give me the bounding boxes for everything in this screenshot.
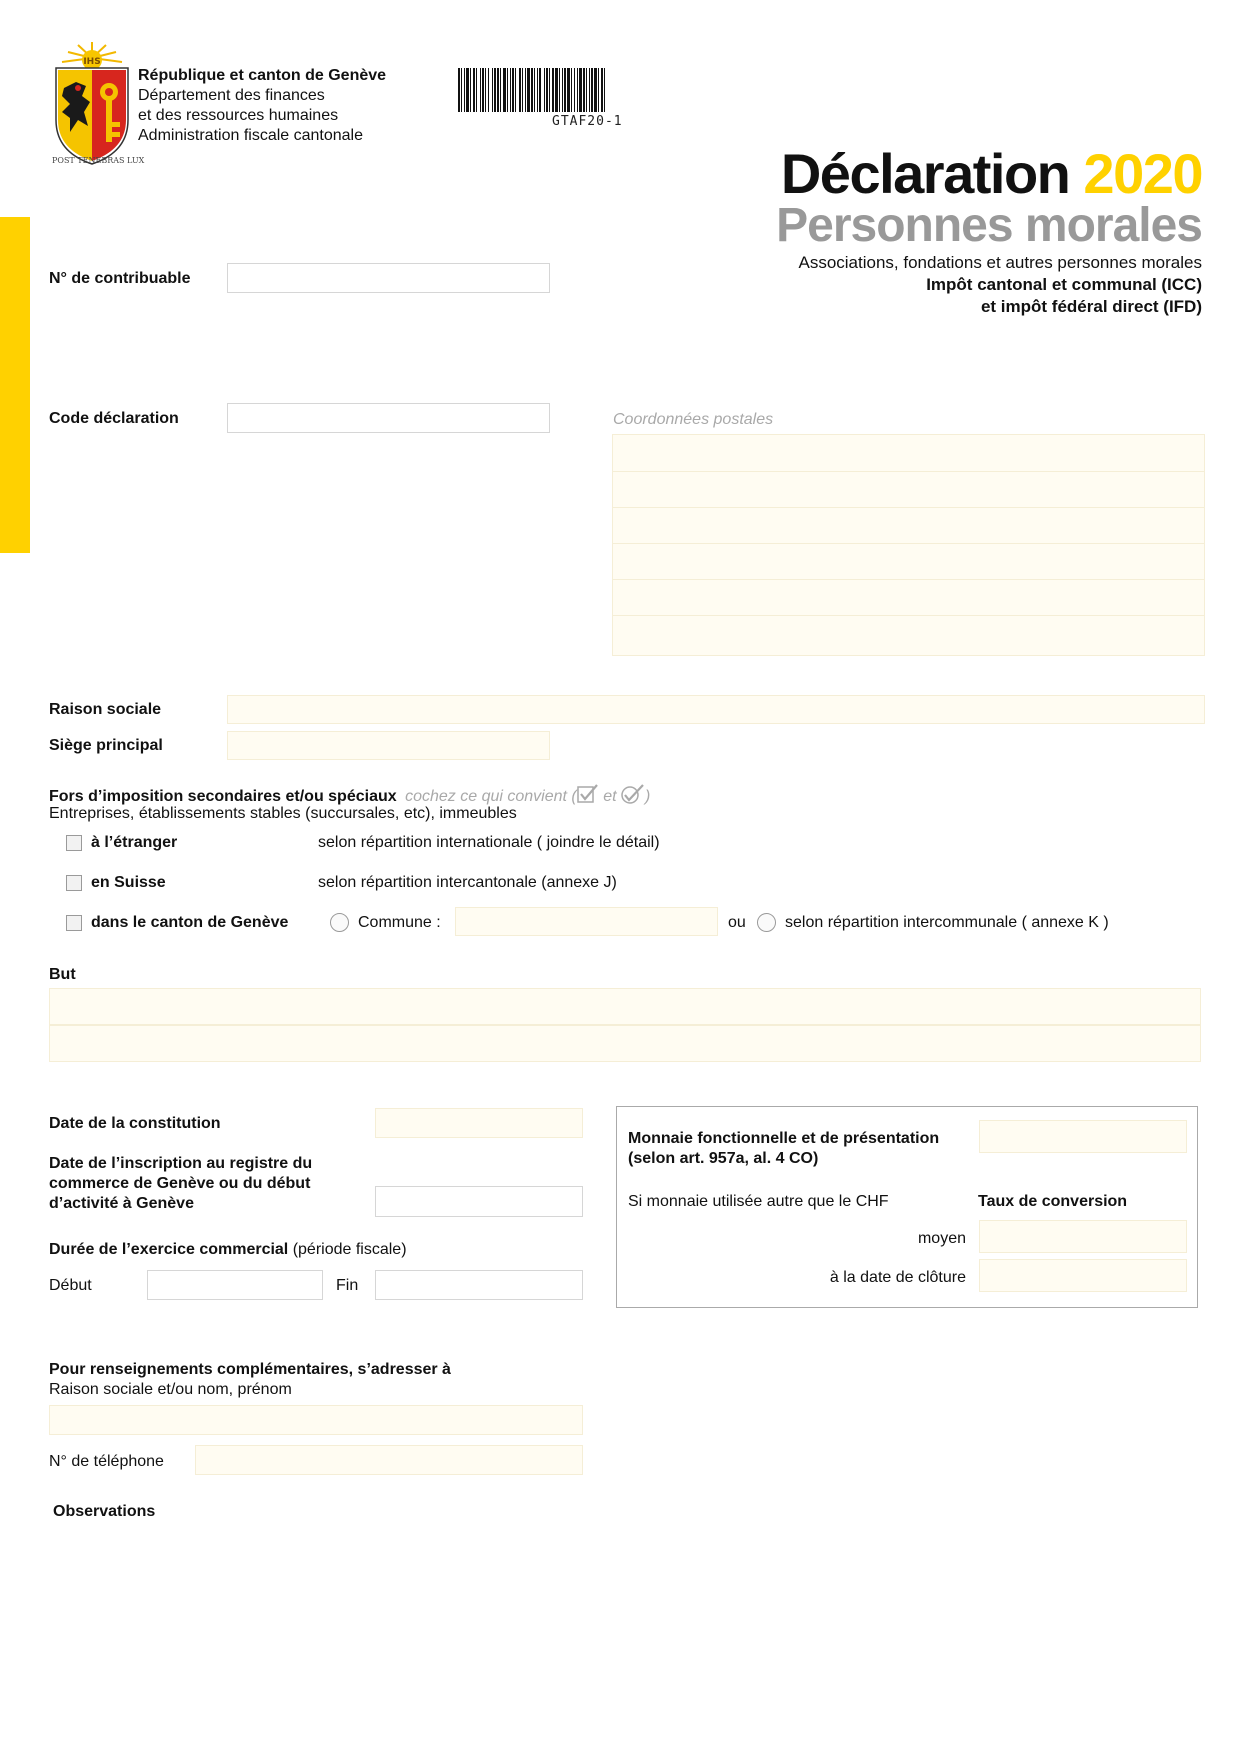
subtitle-entities: Associations, fondations et autres personnes morales bbox=[798, 253, 1202, 272]
barcode-bar bbox=[589, 68, 590, 112]
barcode-bar bbox=[562, 68, 563, 112]
closing-rate-label: à la date de clôture bbox=[829, 1269, 966, 1286]
authority-administration: Administration fiscale cantonale bbox=[138, 127, 364, 144]
intercommunal-radio[interactable] bbox=[757, 913, 776, 932]
commune-field[interactable] bbox=[455, 907, 718, 936]
contact-subtitle: Raison sociale et/ou nom, prénom bbox=[49, 1381, 292, 1398]
authority-department-line2: et des ressources humaines bbox=[138, 107, 339, 124]
company-name-field[interactable] bbox=[227, 695, 1205, 724]
average-rate-field[interactable] bbox=[979, 1220, 1187, 1253]
functional-currency-field[interactable] bbox=[979, 1120, 1187, 1153]
barcode-bar bbox=[544, 68, 545, 112]
barcode-text: GTAF20-1 bbox=[552, 114, 623, 129]
period-start-field[interactable] bbox=[147, 1270, 323, 1300]
barcode-bar bbox=[482, 68, 484, 112]
barcode-bar bbox=[515, 68, 516, 112]
fors-hint-et: et bbox=[603, 788, 617, 805]
currency-title-line1: Monnaie fonctionnelle et de présentation bbox=[628, 1130, 940, 1147]
commune-radio[interactable] bbox=[330, 913, 349, 932]
fiscal-period-label: Durée de l’exercice commercial bbox=[49, 1241, 289, 1258]
postal-line-divider bbox=[613, 507, 1204, 508]
declaration-code-label: Code déclaration bbox=[49, 410, 179, 427]
barcode-bar bbox=[458, 68, 460, 112]
barcode-bar bbox=[476, 68, 477, 112]
registry-date-label-line1: Date de l’inscription au registre du bbox=[49, 1155, 313, 1172]
conversion-rate-label: Taux de conversion bbox=[978, 1193, 1128, 1210]
intercommunal-label: selon répartition intercommunale ( annexe K ) bbox=[785, 914, 1109, 931]
purpose-field-line1[interactable] bbox=[49, 988, 1201, 1025]
side-accent-bar bbox=[0, 217, 30, 553]
title-word: Déclaration bbox=[780, 142, 1070, 205]
barcode-bar bbox=[546, 68, 548, 112]
phone-label: N° de téléphone bbox=[49, 1453, 164, 1470]
checked-radio-icon bbox=[621, 784, 645, 804]
other-currency-label: Si monnaie utilisée autre que le CHF bbox=[628, 1193, 889, 1210]
registry-date-label-line2: commerce de Genève ou du début bbox=[49, 1175, 311, 1192]
fors-hint-end: ) bbox=[645, 788, 651, 805]
period-end-label: Fin bbox=[336, 1277, 359, 1294]
barcode-bar bbox=[512, 68, 514, 112]
main-seat-label: Siège principal bbox=[49, 737, 163, 754]
switzerland-checkbox[interactable] bbox=[66, 875, 82, 891]
geneva-crest-logo bbox=[48, 40, 136, 170]
barcode-bar bbox=[555, 68, 558, 112]
subtitle-icc: Impôt cantonal et communal (ICC) bbox=[926, 275, 1202, 294]
page-subtitle: Personnes morales bbox=[776, 199, 1202, 252]
postal-address-hint: Coordonnées postales bbox=[613, 411, 774, 428]
currency-title-line2: (selon art. 957a, al. 4 CO) bbox=[628, 1150, 819, 1167]
barcode-bar bbox=[466, 68, 469, 112]
fiscal-period-heading bbox=[49, 1241, 407, 1259]
barcode-bar bbox=[579, 68, 582, 112]
barcode-bar bbox=[549, 68, 550, 112]
barcode-bar bbox=[519, 68, 521, 112]
subtitle-ifd: et impôt fédéral direct (IFD) bbox=[980, 297, 1202, 316]
barcode-bar bbox=[480, 68, 481, 112]
crest-motto: POST TENEBRAS LUX bbox=[52, 156, 145, 165]
barcode-bar bbox=[571, 68, 572, 112]
title-year: 2020 bbox=[1083, 142, 1202, 205]
barcode-bar bbox=[539, 68, 541, 112]
barcode-bar bbox=[507, 68, 508, 112]
or-label: ou bbox=[728, 914, 746, 931]
constitution-date-field[interactable] bbox=[375, 1108, 583, 1138]
barcode-bar bbox=[492, 68, 493, 112]
postal-line-divider bbox=[613, 471, 1204, 472]
purpose-label: But bbox=[49, 966, 76, 983]
barcode-bar bbox=[531, 68, 533, 112]
company-name-label: Raison sociale bbox=[49, 701, 162, 718]
taxpayer-number-field[interactable] bbox=[227, 263, 550, 293]
barcode-bar bbox=[522, 68, 523, 112]
abroad-description: selon répartition internationale ( joindre le détail) bbox=[318, 834, 660, 851]
switzerland-label: en Suisse bbox=[91, 874, 166, 891]
barcode-bar bbox=[564, 68, 566, 112]
registry-date-label-line3: d’activité à Genève bbox=[49, 1195, 194, 1212]
average-rate-label: moyen bbox=[917, 1230, 966, 1247]
barcode-bar bbox=[598, 68, 599, 112]
barcode-bar bbox=[527, 68, 530, 112]
barcode-bar bbox=[594, 68, 597, 112]
barcode-bar bbox=[510, 68, 511, 112]
period-start-label: Début bbox=[49, 1277, 92, 1294]
barcode-bar bbox=[525, 68, 526, 112]
barcode-bar bbox=[586, 68, 587, 112]
barcode-bar bbox=[473, 68, 475, 112]
postal-address-box[interactable] bbox=[612, 434, 1205, 656]
abroad-checkbox[interactable] bbox=[66, 835, 82, 851]
switzerland-description: selon répartition intercantonale (annexe J) bbox=[318, 874, 617, 891]
barcode-bar bbox=[461, 68, 462, 112]
geneva-canton-checkbox[interactable] bbox=[66, 915, 82, 931]
barcode-bar bbox=[464, 68, 465, 112]
constitution-date-label: Date de la constitution bbox=[49, 1115, 221, 1132]
contact-name-field[interactable] bbox=[49, 1405, 583, 1435]
commune-label: Commune : bbox=[358, 914, 441, 931]
geneva-canton-label: dans le canton de Genève bbox=[91, 914, 289, 931]
barcode-bar bbox=[537, 68, 538, 112]
fors-title: Fors d’imposition secondaires et/ou spéciaux bbox=[49, 788, 397, 805]
fiscal-period-note: (période fiscale) bbox=[292, 1241, 407, 1258]
barcode-bar bbox=[485, 68, 486, 112]
barcode-bar bbox=[488, 68, 489, 112]
contact-title: Pour renseignements complémentaires, s’adresser à bbox=[49, 1361, 451, 1378]
barcode-bar bbox=[601, 68, 603, 112]
authority-department-line1: Département des finances bbox=[138, 87, 325, 104]
barcode-bar bbox=[500, 68, 501, 112]
postal-line-divider bbox=[613, 615, 1204, 616]
barcode bbox=[458, 68, 736, 112]
fors-subtitle: Entreprises, établissements stables (succursales, etc), immeubles bbox=[49, 805, 517, 822]
fors-heading bbox=[49, 784, 650, 806]
svg-text:IHS: IHS bbox=[83, 57, 101, 67]
postal-line-divider bbox=[613, 579, 1204, 580]
barcode-bar bbox=[559, 68, 560, 112]
page-title bbox=[781, 142, 1202, 206]
closing-rate-field[interactable] bbox=[979, 1259, 1187, 1292]
barcode-bar bbox=[567, 68, 570, 112]
barcode-bar bbox=[470, 68, 471, 112]
barcode-bar bbox=[574, 68, 575, 112]
observations-label: Observations bbox=[53, 1503, 156, 1520]
main-seat-field[interactable] bbox=[227, 731, 550, 760]
barcode-bar bbox=[497, 68, 499, 112]
barcode-bar bbox=[503, 68, 506, 112]
abroad-label: à l’étranger bbox=[91, 834, 178, 851]
declaration-code-field[interactable] bbox=[227, 403, 550, 433]
barcode-bar bbox=[552, 68, 554, 112]
phone-field[interactable] bbox=[195, 1445, 583, 1475]
barcode-bar bbox=[604, 68, 605, 112]
barcode-bar bbox=[591, 68, 593, 112]
taxpayer-number-label: N° de contribuable bbox=[49, 270, 191, 287]
fors-hint-start: cochez ce qui convient ( bbox=[405, 788, 577, 805]
authority-name: République et canton de Genève bbox=[138, 67, 387, 84]
checked-box-icon bbox=[577, 784, 599, 804]
barcode-bar bbox=[583, 68, 585, 112]
barcode-bar bbox=[494, 68, 496, 112]
barcode-bar bbox=[577, 68, 578, 112]
period-end-field[interactable] bbox=[375, 1270, 583, 1300]
postal-line-divider bbox=[613, 543, 1204, 544]
barcode-bar bbox=[534, 68, 535, 112]
purpose-field-line2[interactable] bbox=[49, 1025, 1201, 1062]
registry-date-field[interactable] bbox=[375, 1186, 583, 1217]
